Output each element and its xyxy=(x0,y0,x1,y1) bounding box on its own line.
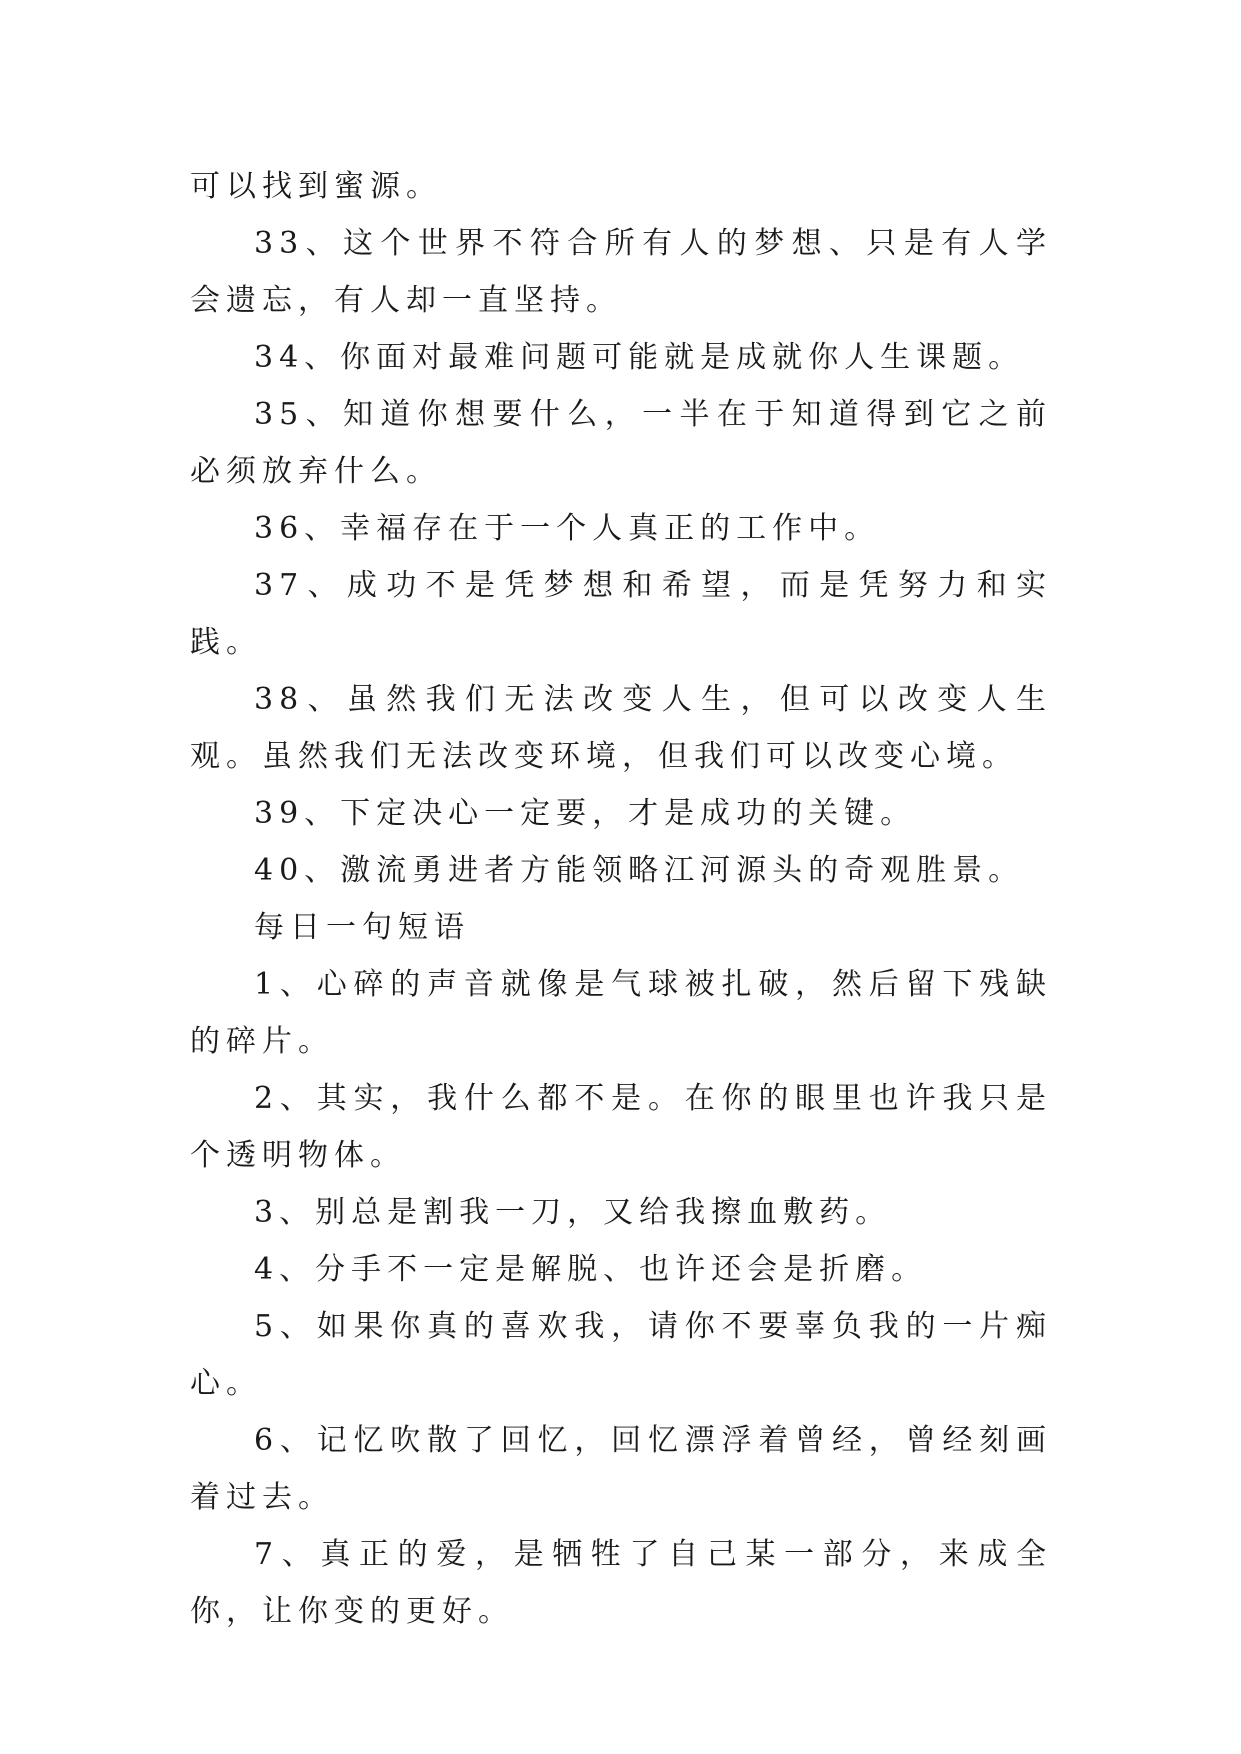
document-body xyxy=(190,158,1052,1640)
quote-36: 36、幸福存在于一个人真正的工作中。 xyxy=(254,511,881,546)
phrase-6: 6、记忆吹散了回忆，回忆漂浮着曾经，曾经刻画着过去。 xyxy=(190,1423,1052,1515)
quote-39: 39、下定决心一定要，才是成功的关键。 xyxy=(254,796,917,831)
quote-38: 38、虽然我们无法改变人生，但可以改变人生观。虽然我们无法改变环境，但我们可以改变心境。 xyxy=(190,682,1052,774)
phrase-3: 3、别总是割我一刀，又给我擦血敷药。 xyxy=(254,1195,892,1230)
phrase-7: 7、真正的爱，是牺牲了自己某一部分，来成全你，让你变的更好。 xyxy=(190,1537,1052,1629)
phrase-4: 4、分手不一定是解脱、也许还会是折磨。 xyxy=(254,1252,928,1287)
phrase-5: 5、如果你真的喜欢我，请你不要辜负我的一片痴心。 xyxy=(190,1309,1052,1401)
quote-35: 35、知道你想要什么，一半在于知道得到它之前必须放弃什么。 xyxy=(190,397,1052,489)
quote-37: 37、成功不是凭梦想和希望，而是凭努力和实践。 xyxy=(190,568,1052,660)
quote-40: 40、激流勇进者方能领略江河源头的奇观胜景。 xyxy=(254,853,1025,888)
section-heading: 每日一句短语 xyxy=(254,910,470,945)
paragraph-continuation: 可以找到蜜源。 xyxy=(190,169,442,204)
quote-33: 33、这个世界不符合所有人的梦想、只是有人学会遗忘，有人却一直坚持。 xyxy=(190,226,1052,318)
quote-34: 34、你面对最难问题可能就是成就你人生课题。 xyxy=(254,340,1025,375)
phrase-1: 1、心碎的声音就像是气球被扎破，然后留下残缺的碎片。 xyxy=(190,967,1052,1059)
phrase-2: 2、其实，我什么都不是。在你的眼里也许我只是个透明物体。 xyxy=(190,1081,1052,1173)
